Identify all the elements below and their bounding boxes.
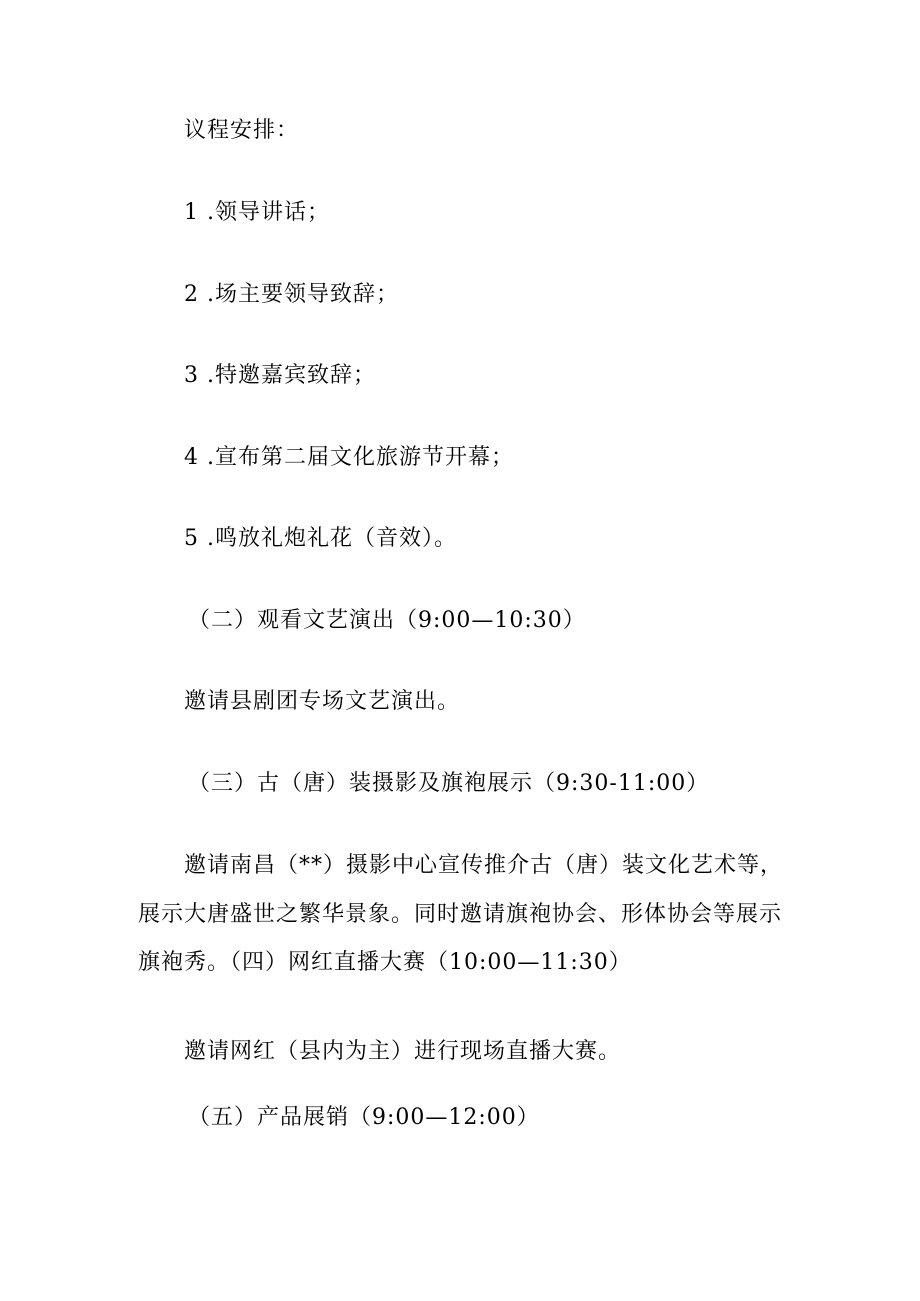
agenda-heading: 议程安排：: [184, 118, 300, 143]
agenda-item-3: 3 .特邀嘉宾致辞；: [184, 363, 376, 388]
section-5-heading: （五）产品展销（9:00—12:00）: [188, 1105, 540, 1130]
agenda-item-2: 2 .场主要领导致辞；: [184, 282, 399, 307]
section-3-body-line-2: 展示大唐盛世之繁华景象。同时邀请旗袍协会、形体协会等展示: [138, 902, 783, 927]
section-2-body: 邀请县剧团专场文艺演出。: [184, 689, 461, 714]
agenda-item-1: 1 .领导讲话；: [184, 200, 330, 225]
section-3-body-line-1: 邀请南昌（**）摄影中心宣传推介古（唐）装文化艺术等，: [184, 853, 784, 878]
section-3-heading: （三）古（唐）装摄影及旗袍展示（9:30-11:00）: [188, 771, 710, 796]
section-2-heading: （二）观看文艺演出（9:00—10:30）: [188, 608, 586, 633]
agenda-item-4: 4 .宣布第二届文化旅游节开幕；: [184, 445, 514, 470]
section-3-body-line-3: 旗袍秀。（四）网红直播大赛（10:00—11:30）: [138, 950, 632, 975]
section-4-body: 邀请网红（县内为主）进行现场直播大赛。: [184, 1039, 622, 1064]
agenda-item-5: 5 .鸣放礼炮礼花（音效）。: [184, 526, 457, 551]
